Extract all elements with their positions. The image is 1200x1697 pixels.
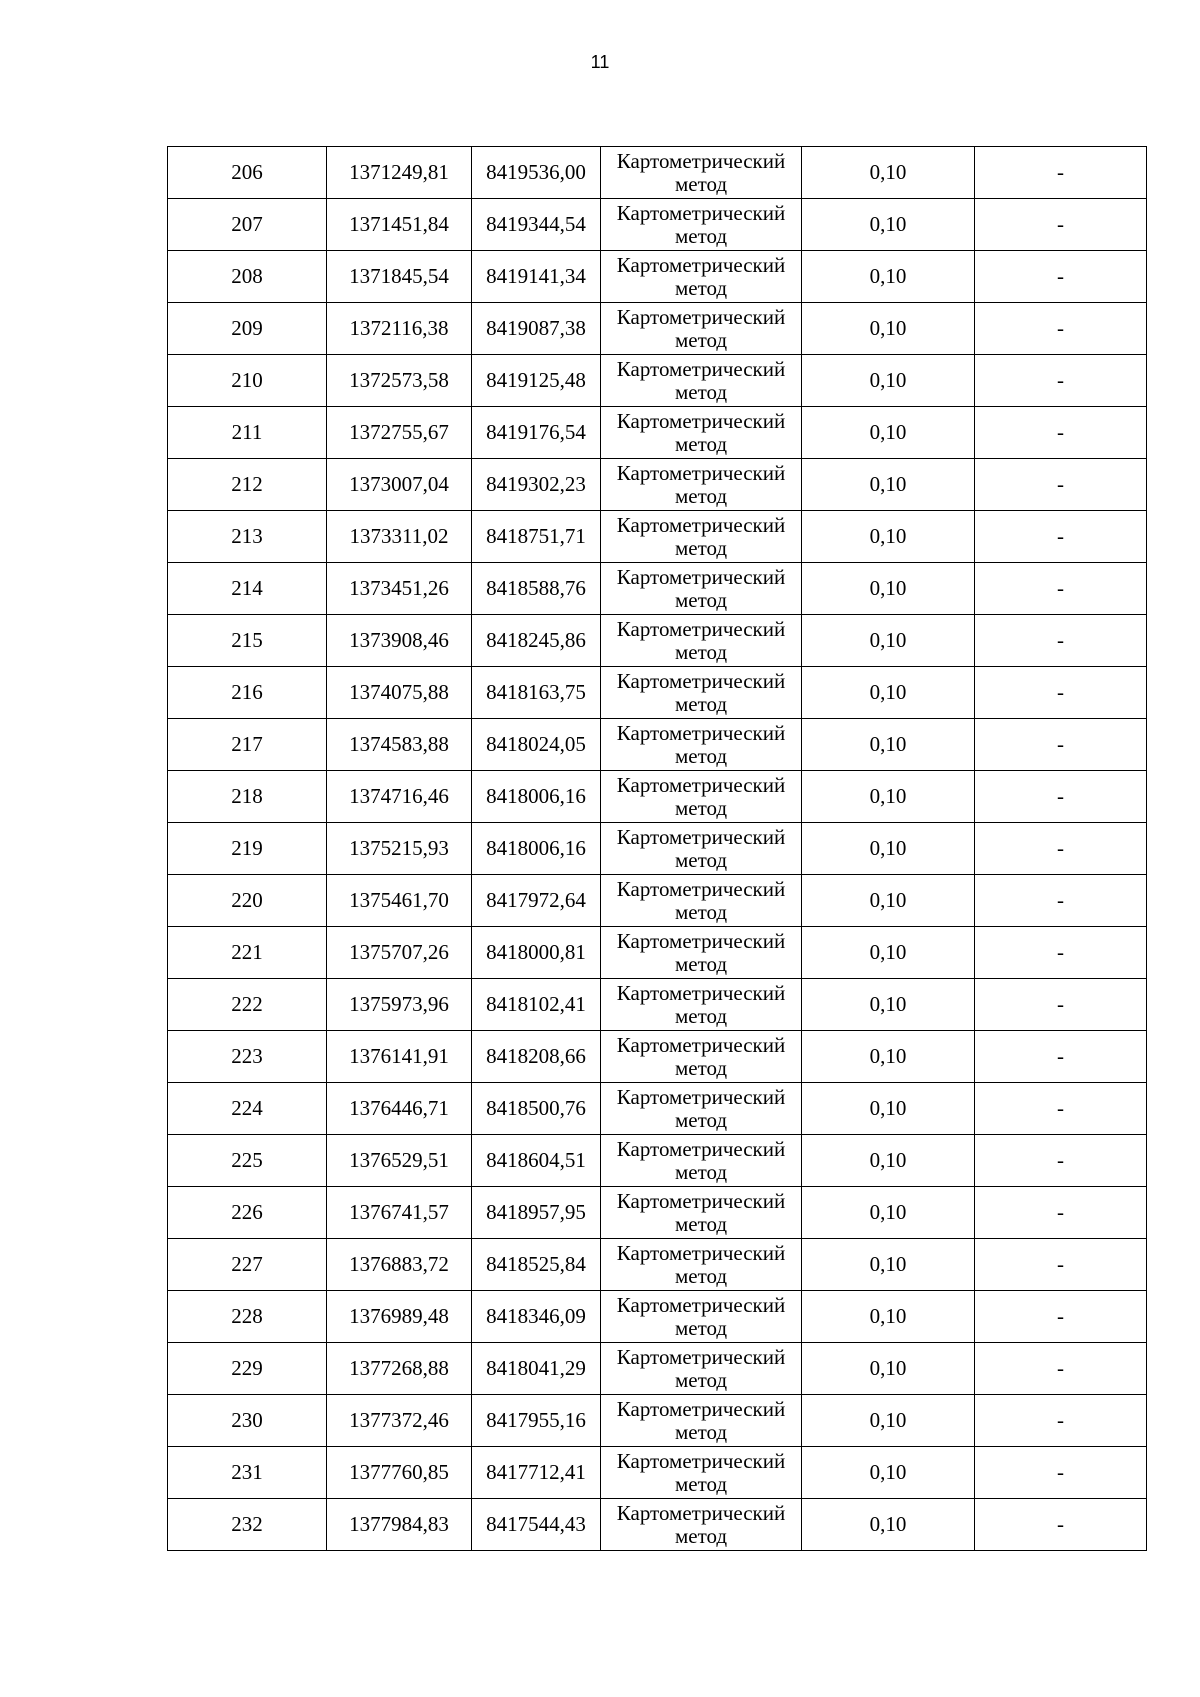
point-number-cell: 228 [168,1291,327,1343]
method-line-2: метод [674,1159,728,1184]
method-cell [601,563,802,615]
table-row [168,1031,1147,1083]
y-coordinate-cell: 8419087,38 [472,303,601,355]
y-coordinate-cell: 8418041,29 [472,1343,601,1395]
method-cell [601,511,802,563]
method-line-1: Картометрический [616,1293,786,1318]
y-coordinate-cell: 8418000,81 [472,927,601,979]
x-coordinate-cell: 1375215,93 [327,823,472,875]
point-number-cell: 222 [168,979,327,1031]
method-cell [601,1343,802,1395]
accuracy-cell: 0,10 [802,355,975,407]
method-line-1: Картометрический [616,1449,786,1474]
point-number-cell: 206 [168,147,327,199]
x-coordinate-cell: 1377372,46 [327,1395,472,1447]
y-coordinate-cell: 8419344,54 [472,199,601,251]
x-coordinate-cell: 1377268,88 [327,1343,472,1395]
point-number-cell: 213 [168,511,327,563]
method-line-1: Картометрический [616,1345,786,1370]
note-cell: - [975,823,1147,875]
table-row [168,1291,1147,1343]
note-cell: - [975,199,1147,251]
method-line-1: Картометрический [616,1501,786,1526]
point-number-cell: 217 [168,719,327,771]
table-row [168,771,1147,823]
y-coordinate-cell: 8418500,76 [472,1083,601,1135]
x-coordinate-cell: 1376741,57 [327,1187,472,1239]
note-cell: - [975,1031,1147,1083]
method-line-2: метод [674,1523,728,1548]
method-line-1: Картометрический [616,357,786,382]
x-coordinate-cell: 1373007,04 [327,459,472,511]
note-cell: - [975,927,1147,979]
y-coordinate-cell: 8419125,48 [472,355,601,407]
table-row [168,563,1147,615]
method-cell [601,771,802,823]
method-line-1: Картометрический [616,721,786,746]
accuracy-cell: 0,10 [802,1291,975,1343]
point-number-cell: 225 [168,1135,327,1187]
accuracy-cell: 0,10 [802,615,975,667]
method-line-2: метод [674,1055,728,1080]
method-line-1: Картометрический [616,981,786,1006]
y-coordinate-cell: 8417972,64 [472,875,601,927]
method-cell [601,979,802,1031]
x-coordinate-cell: 1377760,85 [327,1447,472,1499]
point-number-cell: 220 [168,875,327,927]
accuracy-cell: 0,10 [802,1135,975,1187]
method-line-1: Картометрический [616,773,786,798]
table-row [168,147,1147,199]
table-body [168,147,1147,1551]
method-line-2: метод [674,327,728,352]
accuracy-cell: 0,10 [802,251,975,303]
x-coordinate-cell: 1375461,70 [327,875,472,927]
note-cell: - [975,875,1147,927]
x-coordinate-cell: 1376883,72 [327,1239,472,1291]
point-number-cell: 208 [168,251,327,303]
accuracy-cell: 0,10 [802,1395,975,1447]
method-line-2: метод [674,1211,728,1236]
accuracy-cell: 0,10 [802,303,975,355]
accuracy-cell: 0,10 [802,199,975,251]
note-cell: - [975,355,1147,407]
x-coordinate-cell: 1374075,88 [327,667,472,719]
table-row [168,459,1147,511]
table-row [168,823,1147,875]
method-line-1: Картометрический [616,1241,786,1266]
y-coordinate-cell: 8417544,43 [472,1499,601,1551]
method-line-2: метод [674,1263,728,1288]
method-line-2: метод [674,587,728,612]
method-cell [601,615,802,667]
accuracy-cell: 0,10 [802,667,975,719]
method-line-2: метод [674,379,728,404]
point-number-cell: 207 [168,199,327,251]
x-coordinate-cell: 1371845,54 [327,251,472,303]
method-cell [601,1447,802,1499]
note-cell: - [975,251,1147,303]
y-coordinate-cell: 8418525,84 [472,1239,601,1291]
x-coordinate-cell: 1376989,48 [327,1291,472,1343]
accuracy-cell: 0,10 [802,1083,975,1135]
accuracy-cell: 0,10 [802,719,975,771]
y-coordinate-cell: 8419302,23 [472,459,601,511]
y-coordinate-cell: 8417955,16 [472,1395,601,1447]
note-cell: - [975,771,1147,823]
note-cell: - [975,1395,1147,1447]
method-line-1: Картометрический [616,149,786,174]
note-cell: - [975,979,1147,1031]
point-number-cell: 210 [168,355,327,407]
y-coordinate-cell: 8419176,54 [472,407,601,459]
point-number-cell: 216 [168,667,327,719]
table-row [168,1395,1147,1447]
method-line-2: метод [674,431,728,456]
table-row [168,303,1147,355]
method-line-2: метод [674,483,728,508]
y-coordinate-cell: 8418024,05 [472,719,601,771]
x-coordinate-cell: 1372116,38 [327,303,472,355]
x-coordinate-cell: 1372755,67 [327,407,472,459]
x-coordinate-cell: 1371249,81 [327,147,472,199]
method-line-1: Картометрический [616,461,786,486]
x-coordinate-cell: 1376141,91 [327,1031,472,1083]
method-cell [601,1291,802,1343]
method-cell [601,1239,802,1291]
point-number-cell: 223 [168,1031,327,1083]
method-cell [601,1031,802,1083]
method-line-1: Картометрический [616,253,786,278]
method-line-1: Картометрический [616,617,786,642]
accuracy-cell: 0,10 [802,823,975,875]
note-cell: - [975,511,1147,563]
accuracy-cell: 0,10 [802,147,975,199]
table-row [168,355,1147,407]
table-row [168,1239,1147,1291]
method-line-2: метод [674,951,728,976]
table-row [168,1447,1147,1499]
x-coordinate-cell: 1371451,84 [327,199,472,251]
x-coordinate-cell: 1372573,58 [327,355,472,407]
y-coordinate-cell: 8418102,41 [472,979,601,1031]
accuracy-cell: 0,10 [802,511,975,563]
y-coordinate-cell: 8418604,51 [472,1135,601,1187]
method-line-1: Картометрический [616,565,786,590]
table-row [168,251,1147,303]
note-cell: - [975,1239,1147,1291]
x-coordinate-cell: 1373451,26 [327,563,472,615]
note-cell: - [975,459,1147,511]
table-row [168,927,1147,979]
table-row [168,719,1147,771]
note-cell: - [975,1447,1147,1499]
y-coordinate-cell: 8419536,00 [472,147,601,199]
table-row [168,1187,1147,1239]
note-cell: - [975,1499,1147,1551]
x-coordinate-cell: 1374716,46 [327,771,472,823]
table-row [168,407,1147,459]
method-cell [601,199,802,251]
method-line-2: метод [674,223,728,248]
x-coordinate-cell: 1375973,96 [327,979,472,1031]
method-line-2: метод [674,1107,728,1132]
table-row [168,979,1147,1031]
note-cell: - [975,1187,1147,1239]
method-line-1: Картометрический [616,1189,786,1214]
method-cell [601,823,802,875]
table-row [168,1135,1147,1187]
note-cell: - [975,1291,1147,1343]
x-coordinate-cell: 1376529,51 [327,1135,472,1187]
method-line-1: Картометрический [616,1085,786,1110]
method-line-1: Картометрический [616,201,786,226]
accuracy-cell: 0,10 [802,563,975,615]
y-coordinate-cell: 8418006,16 [472,771,601,823]
point-number-cell: 227 [168,1239,327,1291]
note-cell: - [975,615,1147,667]
method-line-2: метод [674,639,728,664]
point-number-cell: 232 [168,1499,327,1551]
point-number-cell: 231 [168,1447,327,1499]
accuracy-cell: 0,10 [802,1343,975,1395]
point-number-cell: 218 [168,771,327,823]
accuracy-cell: 0,10 [802,459,975,511]
note-cell: - [975,147,1147,199]
method-line-2: метод [674,1003,728,1028]
note-cell: - [975,1343,1147,1395]
method-cell [601,875,802,927]
note-cell: - [975,303,1147,355]
note-cell: - [975,1083,1147,1135]
table-row [168,615,1147,667]
table-row [168,511,1147,563]
table-row [168,875,1147,927]
method-cell [601,459,802,511]
accuracy-cell: 0,10 [802,407,975,459]
method-line-1: Картометрический [616,409,786,434]
y-coordinate-cell: 8418588,76 [472,563,601,615]
method-line-2: метод [674,1471,728,1496]
method-line-2: метод [674,1367,728,1392]
y-coordinate-cell: 8418346,09 [472,1291,601,1343]
table-row [168,1343,1147,1395]
method-line-2: метод [674,743,728,768]
method-line-1: Картометрический [616,929,786,954]
table-row [168,667,1147,719]
coordinates-table [167,146,1147,1551]
table-row [168,199,1147,251]
method-cell [601,147,802,199]
y-coordinate-cell: 8418006,16 [472,823,601,875]
method-cell [601,407,802,459]
point-number-cell: 219 [168,823,327,875]
method-cell [601,1499,802,1551]
method-cell [601,1135,802,1187]
accuracy-cell: 0,10 [802,1499,975,1551]
method-line-2: метод [674,1315,728,1340]
method-cell [601,251,802,303]
x-coordinate-cell: 1373311,02 [327,511,472,563]
method-cell [601,1395,802,1447]
method-line-2: метод [674,171,728,196]
method-cell [601,927,802,979]
x-coordinate-cell: 1376446,71 [327,1083,472,1135]
method-line-1: Картометрический [616,305,786,330]
accuracy-cell: 0,10 [802,1447,975,1499]
point-number-cell: 226 [168,1187,327,1239]
point-number-cell: 230 [168,1395,327,1447]
y-coordinate-cell: 8418957,95 [472,1187,601,1239]
point-number-cell: 229 [168,1343,327,1395]
y-coordinate-cell: 8418245,86 [472,615,601,667]
method-line-1: Картометрический [616,877,786,902]
accuracy-cell: 0,10 [802,1031,975,1083]
point-number-cell: 214 [168,563,327,615]
method-cell [601,667,802,719]
point-number-cell: 212 [168,459,327,511]
accuracy-cell: 0,10 [802,771,975,823]
x-coordinate-cell: 1375707,26 [327,927,472,979]
x-coordinate-cell: 1373908,46 [327,615,472,667]
note-cell: - [975,407,1147,459]
method-line-2: метод [674,275,728,300]
method-line-2: метод [674,847,728,872]
page-number: 11 [590,52,610,72]
method-cell [601,303,802,355]
point-number-cell: 209 [168,303,327,355]
method-line-1: Картометрический [616,513,786,538]
method-line-1: Картометрический [616,825,786,850]
method-cell [601,355,802,407]
point-number-cell: 221 [168,927,327,979]
note-cell: - [975,719,1147,771]
note-cell: - [975,563,1147,615]
method-cell [601,1083,802,1135]
y-coordinate-cell: 8418208,66 [472,1031,601,1083]
y-coordinate-cell: 8417712,41 [472,1447,601,1499]
method-line-2: метод [674,535,728,560]
accuracy-cell: 0,10 [802,1187,975,1239]
method-cell [601,1187,802,1239]
y-coordinate-cell: 8419141,34 [472,251,601,303]
point-number-cell: 211 [168,407,327,459]
y-coordinate-cell: 8418163,75 [472,667,601,719]
accuracy-cell: 0,10 [802,979,975,1031]
accuracy-cell: 0,10 [802,927,975,979]
table-row [168,1083,1147,1135]
method-cell [601,719,802,771]
note-cell: - [975,667,1147,719]
method-line-1: Картометрический [616,669,786,694]
method-line-2: метод [674,899,728,924]
x-coordinate-cell: 1374583,88 [327,719,472,771]
method-line-1: Картометрический [616,1397,786,1422]
method-line-2: метод [674,795,728,820]
x-coordinate-cell: 1377984,83 [327,1499,472,1551]
point-number-cell: 215 [168,615,327,667]
method-line-2: метод [674,1419,728,1444]
table-row [168,1499,1147,1551]
method-line-1: Картометрический [616,1033,786,1058]
method-line-2: метод [674,691,728,716]
y-coordinate-cell: 8418751,71 [472,511,601,563]
note-cell: - [975,1135,1147,1187]
accuracy-cell: 0,10 [802,875,975,927]
point-number-cell: 224 [168,1083,327,1135]
method-line-1: Картометрический [616,1137,786,1162]
accuracy-cell: 0,10 [802,1239,975,1291]
